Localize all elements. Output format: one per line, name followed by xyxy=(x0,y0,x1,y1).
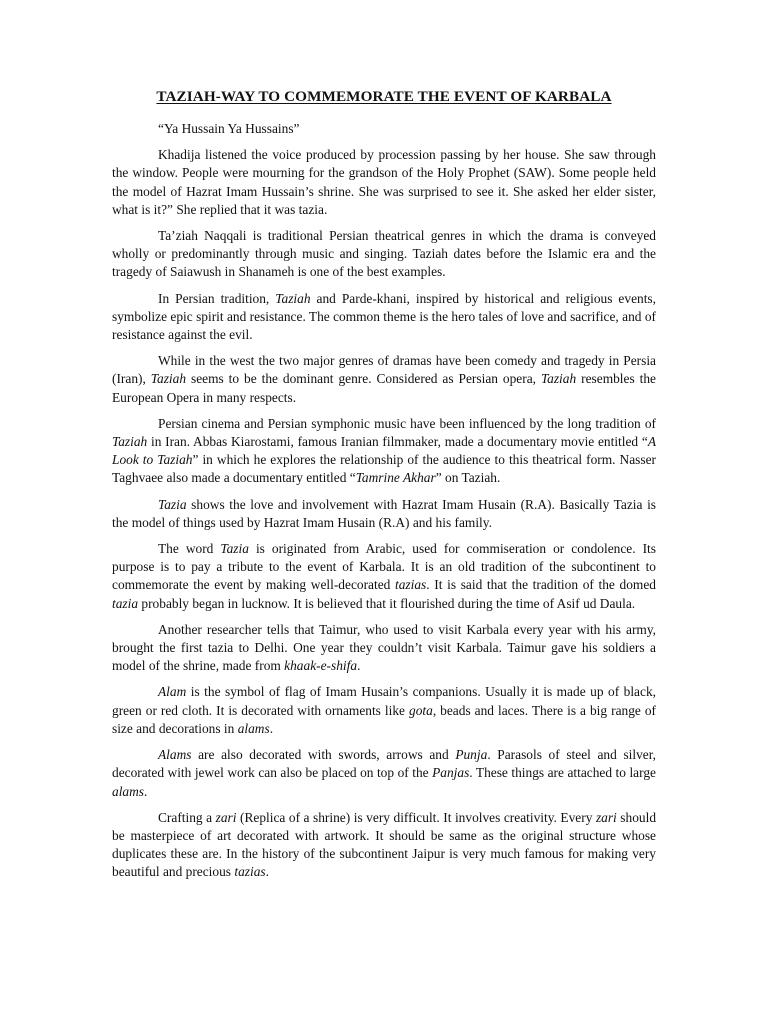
text-run: “Ya Hussain Ya Hussains” xyxy=(158,121,300,136)
text-run: . xyxy=(357,658,361,674)
text-run: should be masterpiece of art decorated with artwork. It should be same as the original structure whose duplicates these are. In the history of the subcontinent Jaipur is very much famous for making very beautiful and precious xyxy=(112,809,657,880)
text-run: . xyxy=(269,720,274,736)
italic-term: Panjas xyxy=(432,765,470,781)
text-run: . These things are attached to large xyxy=(469,765,656,781)
body-paragraph xyxy=(112,540,656,613)
body-paragraph xyxy=(112,352,656,407)
text-run: in Iran. Abbas Kiarostami, famous Iranian filmmaker, made a documentary movie entitled “ xyxy=(147,434,648,450)
text-run: While in the west the two major genres of dramas have been comedy and tragedy in Persia (Iran), xyxy=(112,353,656,387)
italic-term: Punja xyxy=(455,747,488,763)
text-run: is originated from Arabic, used for commiseration or condolence. Its purpose is to pay a tribute to the event of Karbala. It is an old tradition of the subcontinent to commemorate the event by making well-decorated xyxy=(112,541,656,593)
body-paragraph xyxy=(112,290,656,345)
italic-term: Alams xyxy=(158,747,192,763)
italic-term: Tazia xyxy=(158,496,187,512)
text-run: . xyxy=(265,864,269,880)
italic-term: khaak-e-shifa xyxy=(284,658,358,674)
italic-term: tazias xyxy=(395,577,427,593)
italic-term: gota xyxy=(409,702,433,718)
text-run: . xyxy=(144,783,148,799)
body-paragraph xyxy=(112,227,656,282)
text-run: resembles the European Opera in many respects. xyxy=(112,371,656,405)
text-run: probably began in lucknow. It is believed that it flourished during the time of Asif ud Daula. xyxy=(138,595,636,611)
italic-term: A Look to Taziah xyxy=(112,434,656,468)
body-paragraph xyxy=(112,621,656,676)
text-run: In Persian tradition, xyxy=(158,290,276,306)
italic-term: tazia xyxy=(112,595,139,611)
body-paragraph xyxy=(112,415,656,488)
text-run: Persian cinema and Persian symphonic music have been influenced by the long tradition of xyxy=(158,415,656,431)
text-run: The word xyxy=(158,541,221,557)
italic-term: Taziah xyxy=(275,290,311,306)
italic-term: zari xyxy=(595,809,617,825)
italic-term: Alam xyxy=(158,684,187,700)
italic-term: Tazia xyxy=(220,541,249,557)
text-run: seems to be the dominant genre. Considered as Persian opera, xyxy=(186,371,541,387)
italic-term: Taziah xyxy=(150,371,187,387)
text-run: (Replica of a shrine) is very difficult. It involves creativity. Every xyxy=(236,809,596,825)
text-run: . It is said that the tradition of the domed xyxy=(426,577,656,593)
text-run: is the symbol of flag of Imam Husain’s companions. Usually it is made up of black, green or red cloth. It is decorated with ornaments like xyxy=(112,684,656,718)
body-paragraph xyxy=(112,146,656,219)
body-paragraph xyxy=(112,746,656,801)
italic-term: Taziah xyxy=(540,371,577,387)
body-paragraph xyxy=(112,683,656,738)
text-run: Another researcher tells that Taimur, who used to visit Karbala every year with his army, brought the first tazia to Delhi. One year they couldn’t visit Karbala. Taimur gave his soldiers a model of the shrine, made from xyxy=(112,621,656,674)
text-run: , beads and laces. There is a big range of size and decorations in xyxy=(112,702,657,736)
italic-term: alams xyxy=(112,783,144,799)
text-run: Ta’ziah Naqqali is traditional Persian theatrical genres in which the drama is conveyed wholly or predominantly through music and singing. Taziah dates before the Islamic era and the tragedy of Saiawush in Shanameh is one of the best examples. xyxy=(112,228,656,280)
italic-term: zari xyxy=(215,809,237,825)
text-run: are also decorated with swords, arrows and xyxy=(191,747,456,763)
text-run: and Parde-khani, inspired by historical and religious events, symbolize epic spirit and resistance. The common theme is the hero tales of love and sacrifice, and of resistance against the evil. xyxy=(112,290,656,343)
document-body xyxy=(112,120,656,882)
text-run: ” in which he explores the relationship of the audience to this theatrical form. Nasser Taghvaee also made a documentary entitled “ xyxy=(112,452,656,486)
italic-term: Taziah xyxy=(112,434,148,450)
italic-term: tazias xyxy=(234,864,266,880)
italic-term: Tamrine Akhar xyxy=(355,470,436,486)
text-run: shows the love and involvement with Hazrat Imam Husain (R.A). Basically Tazia is the model of things used by Hazrat Imam Husain (R.A) and his family. xyxy=(112,496,656,530)
text-run: Khadija listened the voice produced by procession passing by her house. She saw through the window. People were mourning for the grandson of the Holy Prophet (SAW). Some people held the model of Hazrat Imam Hussain’s shrine. She was surprised to see it. She asked her elder sister, what is it?” She replied that it was tazia. xyxy=(112,147,656,217)
text-run: Crafting a xyxy=(158,809,216,825)
document-title: TAZIAH-WAY TO COMMEMORATE THE EVENT OF KARBALA xyxy=(156,88,612,105)
text-run: ” on Taziah. xyxy=(435,470,501,486)
body-paragraph xyxy=(112,809,656,882)
body-paragraph xyxy=(112,496,656,532)
slogan-line xyxy=(112,120,656,138)
italic-term: alams xyxy=(237,720,270,736)
text-run: . Parasols of steel and silver, decorated with jewel work can also be placed on top of the xyxy=(112,747,656,781)
